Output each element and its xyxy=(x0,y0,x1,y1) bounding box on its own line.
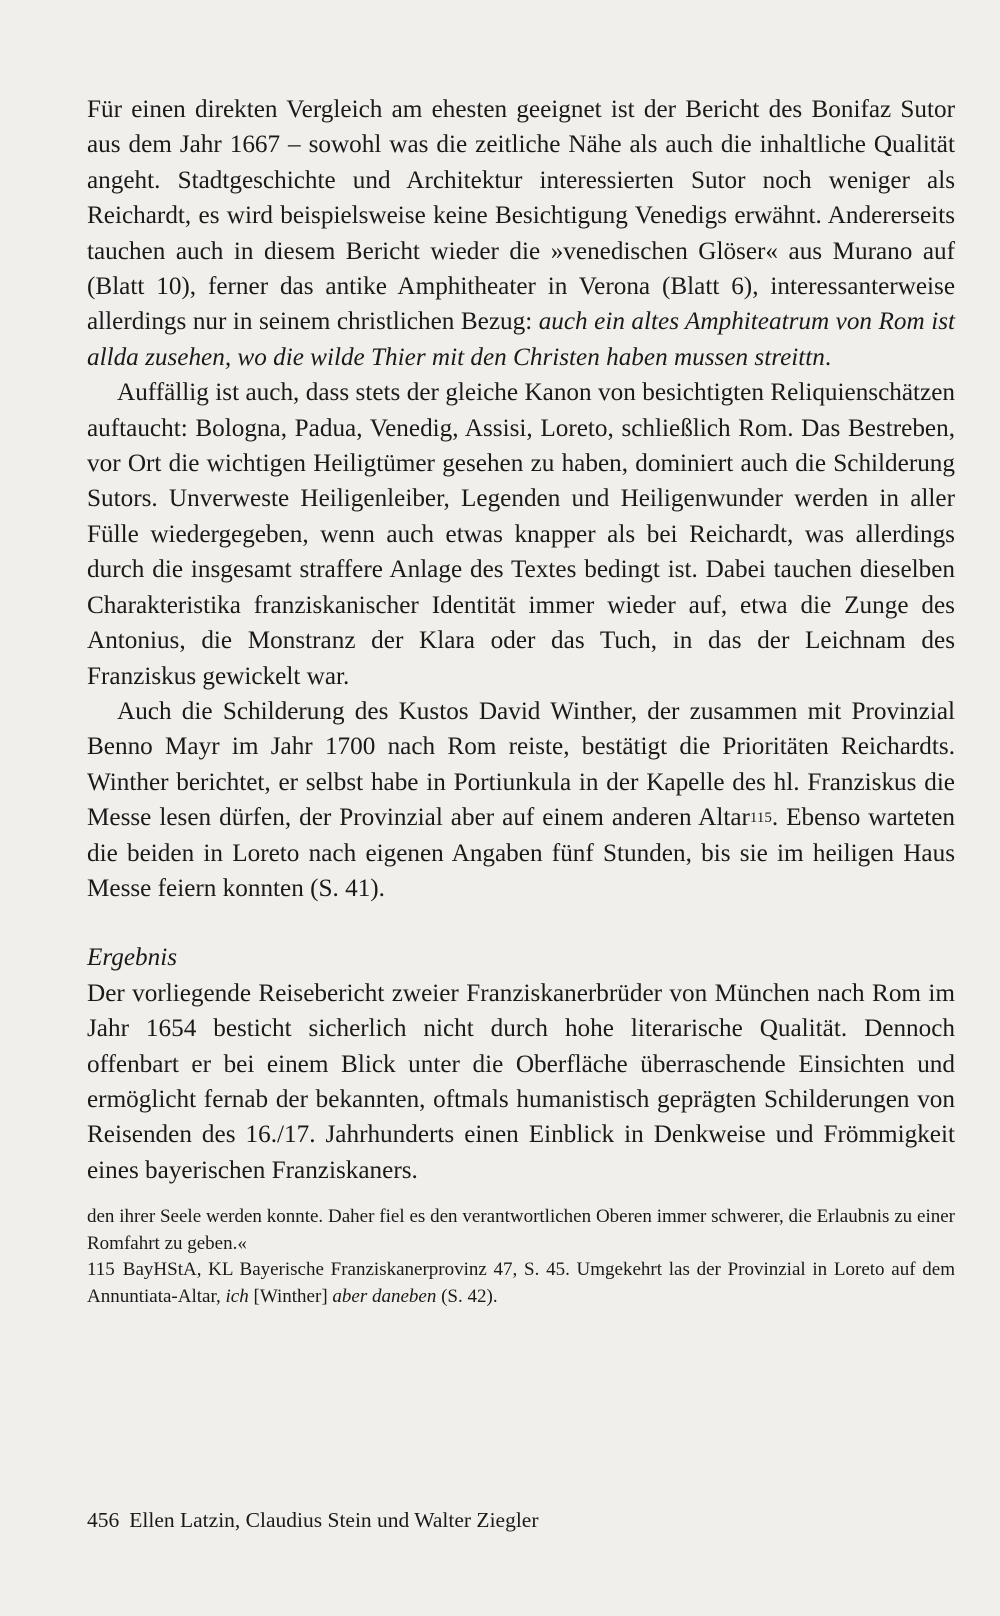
italic-text: auch ein altes Amphiteatrum von Rom ist allda zusehen, wo die wilde Thier mit den Christen haben mussen streittn xyxy=(87,308,955,371)
footnote-ref: 115 xyxy=(749,810,772,827)
footnote-text xyxy=(87,1259,955,1307)
text-run: . Ebenso warteten die beiden in Loreto nach eigenen Angaben fünf Stunden, bis sie im heiligen Haus Messe feiern konnten (S. 41). xyxy=(87,804,955,902)
page xyxy=(87,92,955,1310)
italic-text: aber daneben xyxy=(332,1285,437,1307)
text-run: Auffällig ist auch, dass stets der gleiche Kanon von besichtigten Reliquienschätzen auftaucht: Bologna, Padua, Venedig, Assisi, Loreto, schließlich Rom. Das Bestreben, vor Ort die wichtigen Heiligtümer gesehen zu haben, dominiert auch die Schilderung Sutors. Unverweste Heiligenleiber, Legenden und Heiligenwunder werden in aller Fülle wiedergegeben, wenn auch etwas knapper als bei Reichardt, was allerdings durch die insgesamt straffere Anlage des Textes bedingt ist. Dabei tauchen dieselben Charakteristika franziskanischer Identität immer wieder auf, etwa die Zunge des Antonius, die Monstranz der Klara oder das Tuch, in das der Leichnam des Franziskus gewickelt war. xyxy=(87,379,955,690)
section-heading: Ergebnis xyxy=(87,944,178,972)
paragraph xyxy=(87,694,955,906)
page-footer xyxy=(87,1508,539,1533)
text-run: Auch die Schilderung des Kustos David Winther, der zusammen mit Provinzial Benno Mayr im Jahr 1700 nach Rom reiste, bestätigt die Prioritäten Reichardts. Winther berichtet, er selbst habe in Portiunkula in der Kapelle des hl. Franziskus die Messe lesen dürfen, der Provinzial aber auf einem anderen Altar xyxy=(87,697,955,832)
body-text xyxy=(87,92,955,1188)
paragraph xyxy=(87,375,955,694)
footnotes xyxy=(87,1204,955,1310)
text-run: BayHStA, KL Bayerische Franziskanerprovinz 47, S. 45. Umgekehrt las der Provinzial in Loreto auf dem Annuntiata-Altar, xyxy=(87,1259,955,1307)
footnote-continuation xyxy=(87,1204,955,1257)
text-run: [Winther] xyxy=(248,1285,333,1307)
italic-text: ich xyxy=(225,1285,249,1307)
footnote-115 xyxy=(87,1257,955,1310)
footnote-number: 115 xyxy=(87,1259,115,1281)
text-run: (S. 42). xyxy=(436,1285,498,1307)
page-number: 456 xyxy=(87,1508,120,1532)
paragraph xyxy=(87,92,955,375)
text-run: Für einen direkten Vergleich am ehesten geeignet ist der Bericht des Bonifaz Sutor aus dem Jahr 1667 – sowohl was die zeitliche Nähe als auch die inhaltliche Qualität angeht. Stadtgeschichte und Architektur interessierten Sutor noch weniger als Reichardt, es wird beispielsweise keine Besichtigung Venedigs erwähnt. Andererseits tauchen auch in diesem Bericht wieder die »venedischen Glöser« aus Murano auf (Blatt 10), ferner das antike Amphitheater in Verona (Blatt 6), interessanterweise allerdings nur in seinem christlichen Bezug: xyxy=(87,96,955,336)
text-run: den ihrer Seele werden konnte. Daher fiel es den verantwortlichen Oberen immer schwerer, die Erlaubnis zu einer Romfahrt zu geben.« xyxy=(87,1206,955,1254)
text-run: . xyxy=(824,343,832,371)
conclusion-paragraph: Der vorliegende Reisebericht zweier Franziskanerbrüder von München nach Rom im Jahr 1654 besticht sicherlich nicht durch hohe literarische Qualität. Dennoch offenbart er bei einem Blick unter die Oberfläche überraschende Einsichten und ermöglicht fernab der bekannten, oftmals humanistisch geprägten Schilderungen von Reisenden des 16./17. Jahrhunderts einen Einblick in Denkweise und Frömmigkeit eines bayerischen Franziskaners. xyxy=(87,979,955,1184)
running-authors: Ellen Latzin, Claudius Stein und Walter Ziegler xyxy=(129,1508,539,1532)
